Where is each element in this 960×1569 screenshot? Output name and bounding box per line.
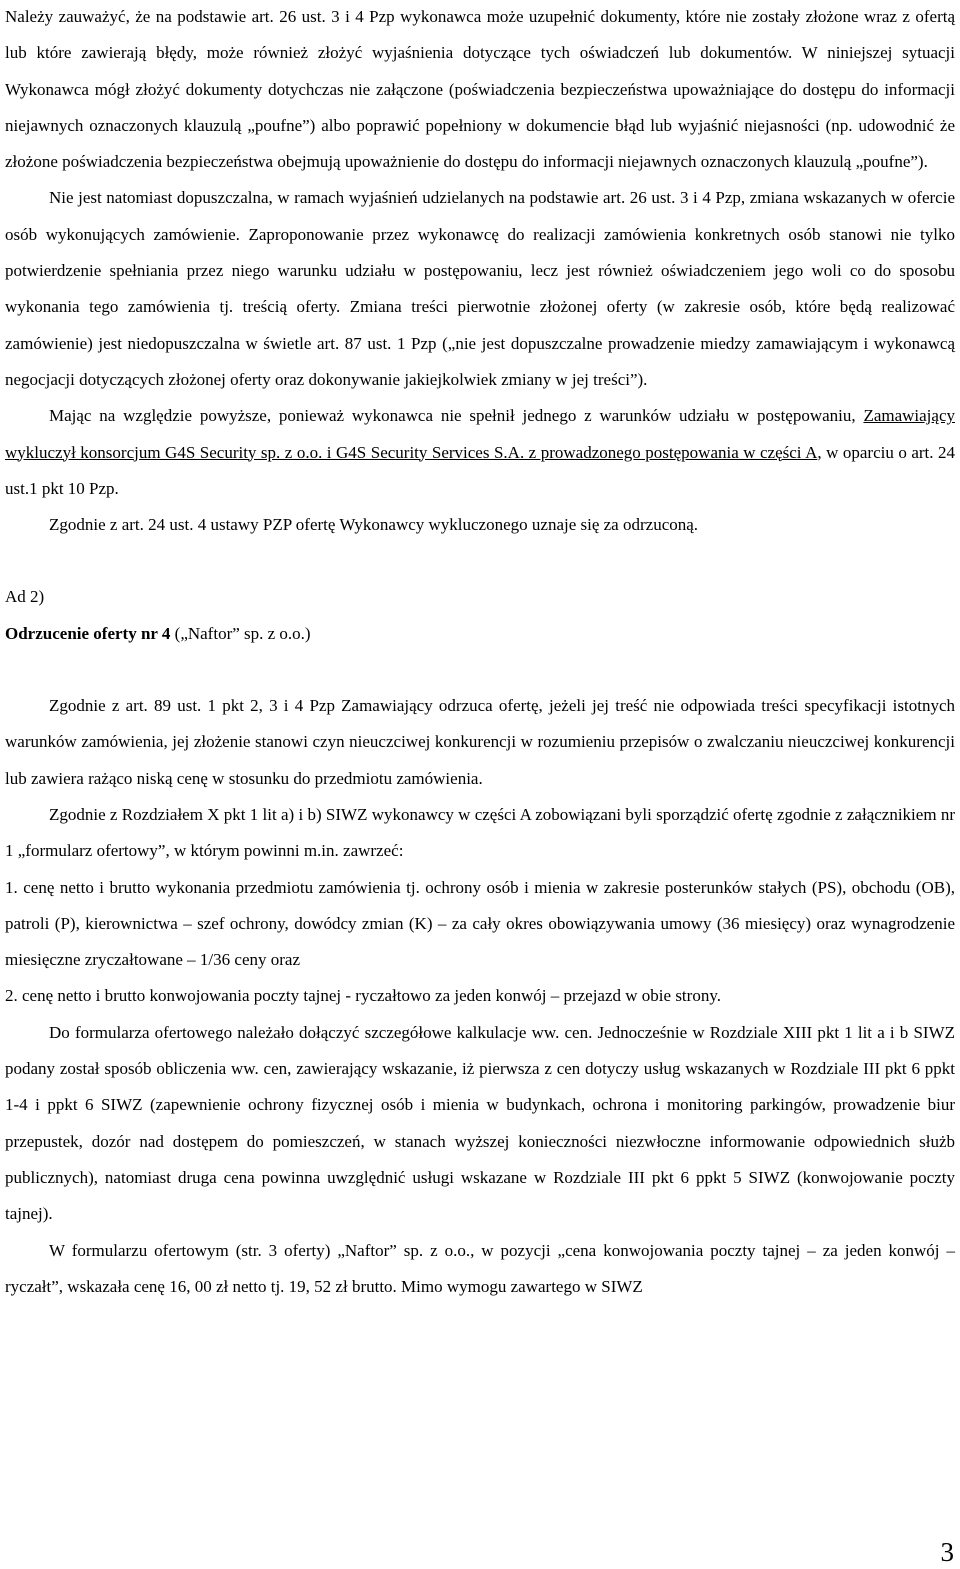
exclusion-text-after: , w oparciu o art. 24 ust.1 pkt 10 Pzp.: [5, 442, 955, 498]
list-item-1: 1. cenę netto i brutto wykonania przedmiotu zamówienia tj. ochrony osób i mienia w zakresie posterunków stałych (PS), obchodu (OB), patroli (P), kierownictwa – szef ochrony, dowódcy zmian (K) – za cały okres obowiązywania umowy (36 miesięcy) oraz wynagrodzenie miesięczne zryczałtowane – 1/36 ceny oraz: [5, 877, 955, 970]
paragraph-calculations: Do formularza ofertowego należało dołączyć szczegółowe kalkulacje ww. cen. Jednocześnie w Rozdziale XIII pkt 1 lit a i b SIWZ podany został sposób obliczenia ww. cen, zawierający wskazanie, iż pierwsza z cen dotyczy usług wskazanych w Rozdziale III pkt 6 ppkt 1-4 i ppkt 6 SIWZ (zapewnienie ochrony fizycznej osób i mienia w budynkach, ochrona i monitoring parkingów, prowadzenie biur przepustek, dozór nad dostępem do pomieszczeń, w stanach wyższej konieczności niezwłoczne informowanie odpowiednich służb publicznych), natomiast druga cena powinna uwzględnić usługi wskazane w Rozdziale III pkt 6 ppkt 5 SIWZ (konwojowanie poczty tajnej).: [5, 1022, 955, 1224]
section-title: [5, 616, 955, 652]
paragraph-offer-rejected: Zgodnie z art. 24 ust. 4 ustawy PZP ofertę Wykonawcy wykluczonego uznaje się za odrzuconą.: [49, 515, 699, 535]
document-page: [5, 0, 955, 1305]
page-number: 3: [940, 1537, 954, 1567]
paragraph-art-89: Zgodnie z art. 89 ust. 1 pkt 2, 3 i 4 Pzp Zamawiający odrzuca ofertę, jeżeli jej treść nie odpowiada treści specyfikacji istotnych warunków zamówienia, jej złożenie stanowi czyn nieuczciwej konkurencji w rozumieniu przepisów o zwalczaniu nieuczciwej konkurencji lub zawiera rażąco niską cenę w stosunku do przedmiotu zamówienia.: [5, 696, 955, 788]
section-number-heading: Ad 2): [5, 587, 45, 607]
exclusion-text-before: Mając na względzie powyższe, ponieważ wykonawca nie spełnił jednego z warunków udziału w postępowaniu,: [49, 406, 864, 426]
paragraph-offer-form: W formularzu ofertowym (str. 3 oferty) „Naftor” sp. z o.o., w pozycji „cena konwojowania poczty tajnej – za jeden konwój – ryczałt”, wskazała cenę 16, 00 zł netto tj. 19, 52 zł brutto. Mimo wymogu zawartego w SIWZ: [5, 1240, 955, 1296]
paragraph-exclusion-decision: [5, 398, 955, 507]
paragraph-change-of-persons-text: Nie jest natomiast dopuszczalna, w ramach wyjaśnień udzielanych na podstawie art. 26 ust. 3 i 4 Pzp, zmiana wskazanych w ofercie osób wykonujących zamówienie. Zaproponowanie przez wykonawcę do realizacji zamówienia konkretnych osób stanowi nie tylko potwierdzenie spełniania przez niego warunku udziału w postępowaniu, lecz jest również oświadczeniem jego woli co do sposobu wykonania tego zamówienia tj. treścią oferty. Zmiana treści pierwotnie złożonej oferty (w zakresie osób, które będą realizować zamówienie) jest niedopuszczalna w świetle art. 87 ust. 1 Pzp („nie jest dopuszczalne prowadzenie miedzy zamawiającym i wykonawcą negocjacji dotyczących złożonej oferty oraz dokonywanie jakiejkolwiek zmiany w jej treści”).: [5, 188, 955, 389]
paragraph-change-of-persons: [5, 180, 955, 398]
exclusion-underlined-text: Zamawiający wykluczył konsorcjum G4S Security sp. z o.o. i G4S Security Services S.A. z prowadzonego postępowania w części A: [5, 406, 955, 462]
section-title-bold: Odrzucenie oferty nr 4: [5, 623, 171, 643]
list-item-2: 2. cenę netto i brutto konwojowania poczty tajnej - ryczałtowo za jeden konwój – przejazd w obie strony.: [5, 986, 721, 1006]
paragraph-chapter-x: Zgodnie z Rozdziałem X pkt 1 lit a) i b) SIWZ wykonawcy w części A zobowiązani byli sporządzić ofertę zgodnie z załącznikiem nr 1 „formularz ofertowy”, w którym powinni m.in. zawrzeć:: [5, 804, 955, 861]
section-title-rest: („Naftor” sp. z o.o.): [170, 623, 311, 643]
paragraph-supplementing-documents: Należy zauważyć, że na podstawie art. 26 ust. 3 i 4 Pzp wykonawca może uzupełnić dokumenty, które nie zostały złożone wraz z ofertą lub które zawierają błędy, może również złożyć wyjaśnienia dotyczące tych oświadczeń lub dokumentów. W niniejszej sytuacji Wykonawca mógł złożyć dokumenty dotychczas nie załączone (poświadczenia bezpieczeństwa upoważniające do dostępu do informacji niejawnych oznaczonych klauzulą „poufne”) albo poprawić popełniony w dokumencie błąd lub wyjaśnić niejasności (np. udowodnić że złożone poświadczenia bezpieczeństwa obejmują upoważnienie do dostępu do informacji niejawnych oznaczonych klauzulą „poufne”).: [5, 7, 955, 172]
